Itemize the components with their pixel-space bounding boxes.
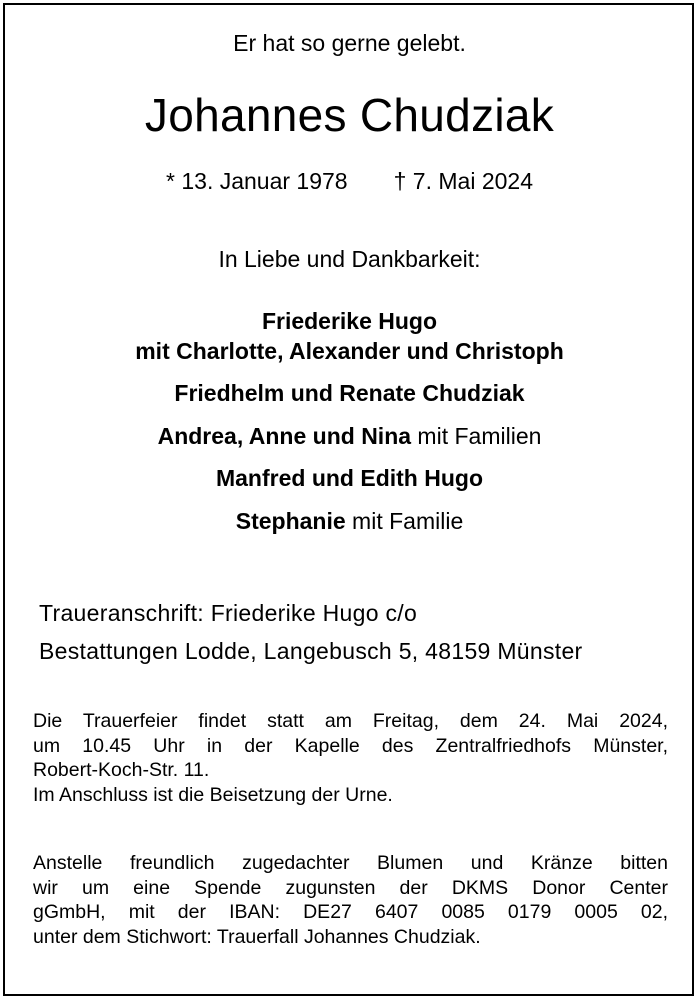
death-date: † 7. Mai 2024 <box>393 168 533 194</box>
donation-line-4: unter dem Stichwort: Trauerfall Johannes Chudziak. <box>33 925 481 948</box>
family-line-4-names: Andrea, Anne und Nina <box>157 423 412 449</box>
ceremony-line-3: Robert-Koch-Str. 11. <box>33 759 210 781</box>
family-line-6-name: Stephanie <box>235 508 346 534</box>
ceremony-line-4: Im Anschluss ist die Beisetzung der Urne. <box>33 783 393 806</box>
motto: Er hat so gerne gelebt. <box>233 30 466 56</box>
ceremony-line-2: um 10.45 Uhr in der Kapelle des Zentralfriedhofs Münster, <box>33 734 668 757</box>
thanks-line: In Liebe und Dankbarkeit: <box>218 246 481 272</box>
family-line-1: Friederike Hugo <box>261 308 438 334</box>
donation-paragraph <box>33 851 668 949</box>
donation-line-1: Anstelle freundlich zugedachter Blumen und Kränze bitten <box>33 852 668 874</box>
birth-date: * 13. Januar 1978 <box>166 168 348 194</box>
ceremony-paragraph <box>33 709 668 807</box>
family-line-4-suffix: mit Familien <box>411 423 542 449</box>
family-line-6-suffix: mit Familie <box>345 508 464 534</box>
deceased-name: Johannes Chudziak <box>144 89 555 141</box>
mourning-address-line-1: Traueranschrift: Friederike Hugo c/o <box>39 600 418 626</box>
donation-line-2: wir um eine Spende zugunsten der DKMS Donor Center <box>33 876 668 899</box>
life-dates <box>0 168 699 195</box>
family-line-4 <box>0 423 699 450</box>
ceremony-line-1: Die Trauerfeier findet statt am Freitag, dem 24. Mai 2024, <box>33 710 668 732</box>
obituary-border <box>3 3 694 996</box>
donation-line-3: gGmbH, mit der IBAN: DE27 6407 0085 0179 0005 02, <box>33 901 668 923</box>
family-line-6 <box>0 508 699 535</box>
mourning-address-line-2: Bestattungen Lodde, Langebusch 5, 48159 Münster <box>39 638 583 664</box>
family-line-2: mit Charlotte, Alexander und Christoph <box>135 338 564 364</box>
family-line-5: Manfred und Edith Hugo <box>215 465 483 491</box>
family-line-3: Friedhelm und Renate Chudziak <box>174 380 525 406</box>
